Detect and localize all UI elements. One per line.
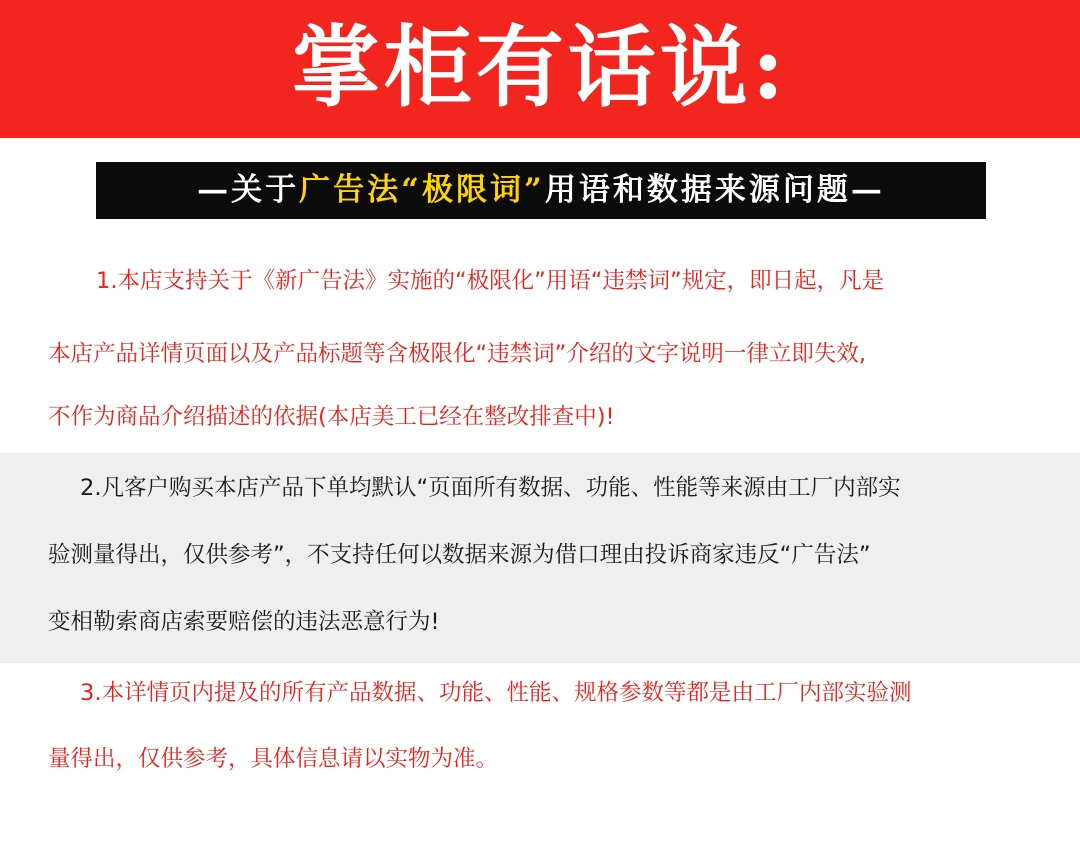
notice-item2-line2: 验测量得出，仅供参考”，不支持任何以数据来源为借口理由投诉商家违反“广告法”	[48, 542, 871, 568]
notice-item2-line1: 2.凡客户购买本店产品下单均默认“页面所有数据、功能、性能等来源由工厂内部实	[80, 475, 901, 501]
subtitle-highlight: 广告法“极限词”	[299, 172, 545, 208]
page-title: 掌柜有话说:	[291, 15, 789, 119]
notice-item1-line2: 本店产品详情页面以及产品标题等含极限化“违禁词”介绍的文字说明一律立即失效,	[48, 341, 866, 367]
subtitle-suffix: 用语和数据来源问题—	[544, 172, 885, 208]
notice-item1-line3: 不作为商品介绍描述的依据(本店美工已经在整改排查中)!	[48, 404, 615, 430]
notice-item2-line3: 变相勒索商店索要赔偿的违法恶意行为!	[48, 609, 440, 635]
subtitle-bar	[96, 162, 986, 219]
header-banner	[0, 0, 1080, 138]
notice-item3-line1: 3.本详情页内提及的所有产品数据、功能、性能、规格参数等都是由工厂内部实验测	[80, 680, 912, 706]
notice-item1-line1: 1.本店支持关于《新广告法》实施的“极限化”用语“违禁词”规定，即日起，凡是	[96, 268, 885, 294]
subtitle-prefix: —关于	[197, 172, 300, 208]
notice-item3-line2: 量得出，仅供参考，具体信息请以实物为准。	[48, 746, 499, 772]
